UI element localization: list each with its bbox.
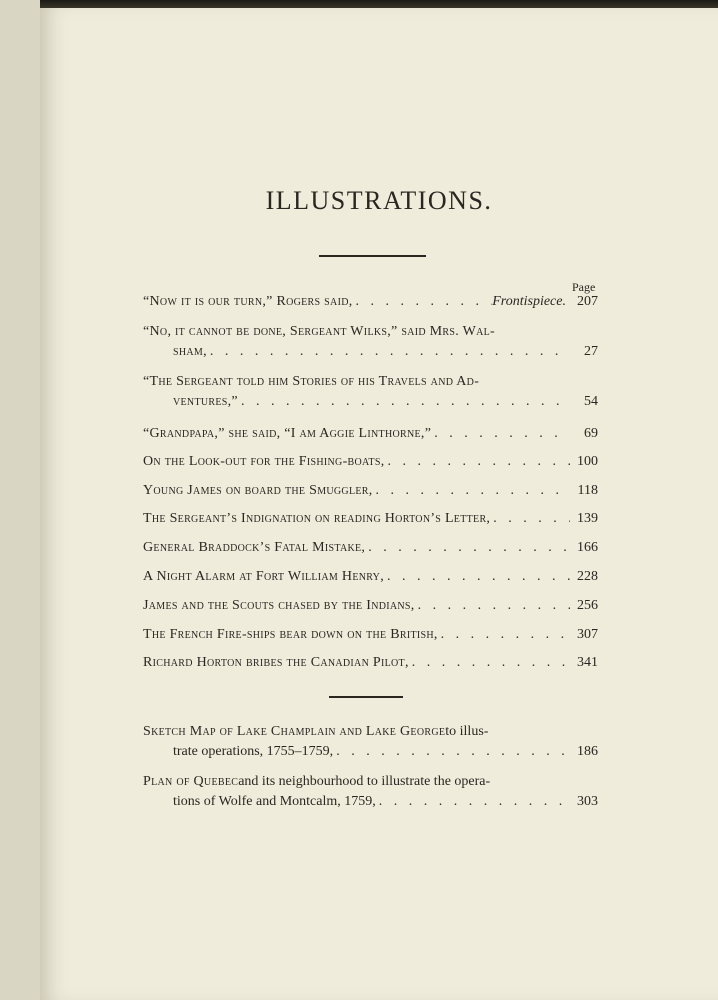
page-title: ILLUSTRATIONS.	[265, 186, 493, 215]
page-number: 256	[577, 598, 598, 613]
dot-leader	[365, 538, 570, 558]
dot-leader	[385, 452, 570, 472]
dot-leader	[376, 792, 570, 812]
toc-entry	[143, 452, 598, 472]
map-entry	[143, 772, 598, 812]
page-number: 118	[577, 483, 598, 498]
entry-title: James and the Scouts chased by the Indians,	[143, 598, 415, 613]
dot-leader	[207, 342, 570, 362]
dot-leader	[384, 567, 570, 587]
map-entry	[143, 722, 598, 762]
entry-title: Richard Horton bribes the Canadian Pilot,	[143, 655, 409, 670]
entry-note: Frontispiece.	[492, 294, 566, 309]
toc-entry	[143, 509, 598, 529]
entry-title-cont: ventures,”	[173, 394, 238, 409]
section-rule	[329, 696, 403, 698]
toc-entry	[143, 625, 598, 645]
toc-entry	[143, 292, 598, 312]
title-rule	[319, 255, 426, 257]
dot-leader	[409, 653, 570, 673]
page-column-header: Page	[572, 280, 596, 294]
toc-entry	[143, 322, 598, 362]
page-number: 307	[577, 627, 598, 642]
map-title: Sketch Map of Lake Champlain and Lake George	[143, 724, 446, 739]
entry-title-cont: sham,	[173, 344, 207, 359]
dot-leader	[353, 292, 493, 312]
page-number: 186	[577, 744, 598, 759]
dot-leader	[431, 424, 570, 444]
map-title-cont: trate operations, 1755–1759,	[173, 744, 334, 759]
toc-entry	[143, 372, 598, 412]
map-title-rest: and its neighbourhood to illustrate the opera-	[238, 774, 491, 789]
entry-title: On the Look-out for the Fishing-boats,	[143, 454, 385, 469]
entry-title: General Braddock’s Fatal Mistake,	[143, 540, 366, 555]
dot-leader	[438, 625, 570, 645]
toc-entry	[143, 424, 598, 444]
page-number: 139	[577, 511, 598, 526]
entry-title: “Grandpapa,” she said, “I am Aggie Linthorne,”	[143, 426, 432, 441]
book-page	[40, 8, 718, 1000]
page-number: 228	[577, 569, 598, 584]
dot-leader	[238, 392, 570, 412]
entry-title: Young James on board the Smuggler,	[143, 483, 373, 498]
page-number: 54	[584, 394, 598, 409]
page-number: 27	[584, 344, 598, 359]
page-number: 207	[577, 294, 598, 309]
page-number: 166	[577, 540, 598, 555]
map-title: Plan of Quebec	[143, 774, 239, 789]
entry-title: “Now it is our turn,” Rogers said,	[143, 294, 353, 309]
entry-title: The Sergeant’s Indignation on reading Horton’s Letter,	[143, 511, 491, 526]
toc-entry	[143, 567, 598, 587]
entry-title: A Night Alarm at Fort William Henry,	[143, 569, 384, 584]
toc-entry	[143, 596, 598, 616]
dot-leader	[333, 742, 570, 762]
page-number: 303	[577, 794, 598, 809]
dot-leader	[373, 481, 570, 501]
entry-title: “No, it cannot be done, Sergeant Wilks,” said Mrs. Wal-	[143, 324, 496, 339]
entry-title: The French Fire-ships bear down on the British,	[143, 627, 438, 642]
map-title-rest: to illus-	[445, 724, 489, 739]
toc-entry	[143, 481, 598, 501]
page-number: 100	[577, 454, 598, 469]
toc-entry	[143, 653, 598, 673]
map-title-cont: tions of Wolfe and Montcalm, 1759,	[173, 794, 376, 809]
dot-leader	[415, 596, 570, 616]
page-number: 69	[584, 426, 598, 441]
entry-title: “The Sergeant told him Stories of his Travels and Ad-	[143, 374, 480, 389]
dot-leader	[490, 509, 570, 529]
page-number: 341	[577, 655, 598, 670]
toc-entry	[143, 538, 598, 558]
